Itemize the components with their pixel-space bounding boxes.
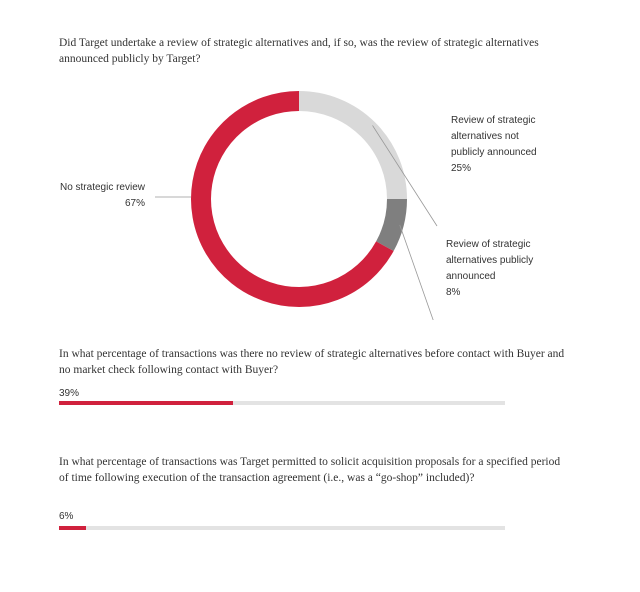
- no-review-value-label: 39%: [59, 388, 80, 399]
- label-review-announced: [446, 237, 586, 301]
- label-announced-line-3: announced: [446, 271, 496, 282]
- label-review-not-announced: [451, 113, 591, 177]
- question-strategic-review: Did Target undertake a review of strategic alternatives and, if so, was the review of strategic alternatives announced publicly by Target?: [59, 37, 539, 65]
- no-review-bar-track: [59, 401, 505, 405]
- donut-slices: [201, 101, 397, 297]
- label-no-review-value: 67%: [124, 198, 145, 209]
- label-announced-line-2: alternatives publicly: [446, 255, 534, 266]
- donut-slice-1: [385, 199, 397, 246]
- donut-slice-0: [299, 101, 397, 199]
- question-go-shop: In what percentage of transactions was Target permitted to solicit acquisition proposals for a specified period of time following execution of the transaction agreement (i.e., was a “go-shop” included)?: [59, 456, 561, 484]
- label-not-announced-value: 25%: [451, 163, 472, 174]
- label-not-announced-line-3: publicly announced: [451, 147, 537, 158]
- label-no-review-line-1: No strategic review: [59, 182, 145, 193]
- go-shop-bar-fill: [59, 526, 86, 530]
- label-announced-value: 8%: [446, 287, 461, 298]
- label-not-announced-line-2: alternatives not: [451, 131, 519, 142]
- question-no-review: In what percentage of transactions was there no review of strategic alternatives before contact with Buyer and no market check following contact with Buyer?: [59, 348, 565, 376]
- leader-line-1: [400, 225, 443, 320]
- no-review-bar-fill: [59, 401, 233, 405]
- go-shop-value-label: 6%: [59, 511, 74, 522]
- label-not-announced-line-1: Review of strategic: [451, 115, 536, 126]
- label-no-strategic-review: [40, 180, 145, 212]
- label-announced-line-1: Review of strategic: [446, 239, 531, 250]
- go-shop-bar-track: [59, 526, 505, 530]
